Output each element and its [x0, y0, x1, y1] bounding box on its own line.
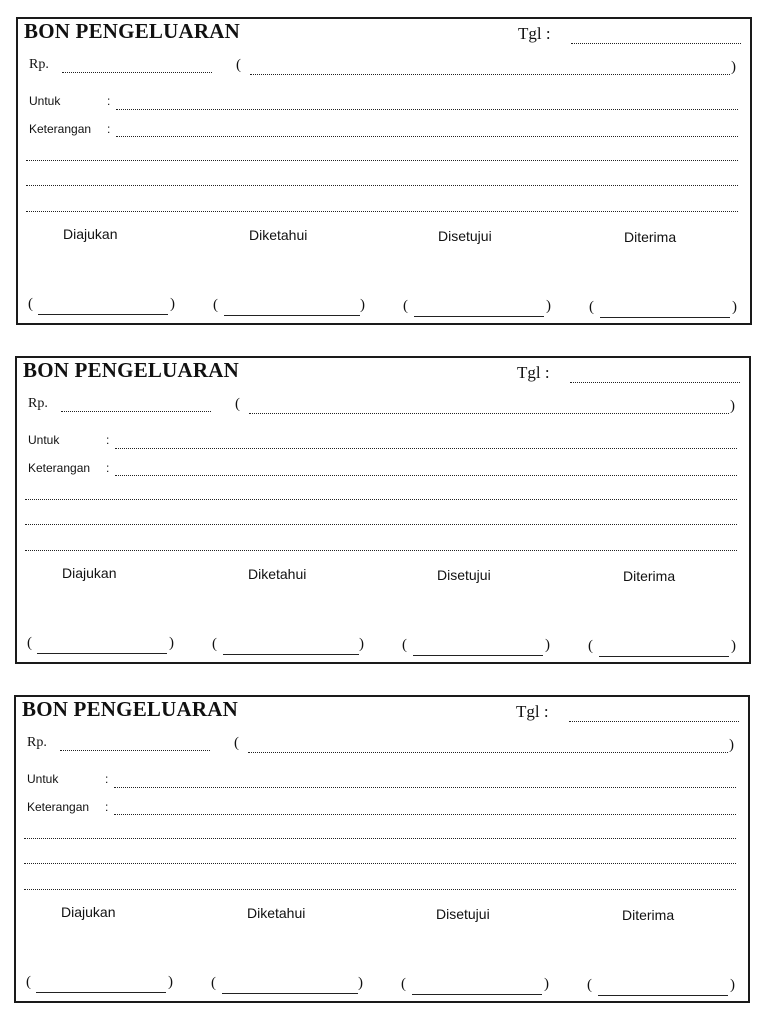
- signature-close-paren: ): [358, 975, 363, 991]
- date-field[interactable]: [570, 382, 740, 383]
- purpose-colon: :: [105, 772, 109, 786]
- notes-field-line-3[interactable]: [24, 863, 736, 864]
- signature-label-submitted: Diajukan: [63, 226, 118, 242]
- signature-label-received: Diterima: [623, 568, 676, 584]
- amount-field[interactable]: [61, 411, 211, 412]
- date-field[interactable]: [571, 43, 741, 44]
- signature-line-received[interactable]: [600, 317, 730, 318]
- signature-line-submitted[interactable]: [36, 992, 166, 993]
- purpose-field[interactable]: [114, 787, 736, 788]
- signature-open-paren: (: [28, 296, 33, 312]
- amount-words-close-paren: ): [731, 59, 736, 75]
- signature-label-acknowledged: Diketahui: [249, 227, 308, 243]
- signature-label-approved: Disetujui: [436, 906, 490, 922]
- signature-open-paren: (: [26, 974, 31, 990]
- amount-words-open-paren: (: [235, 396, 240, 412]
- amount-words-close-paren: ): [730, 398, 735, 414]
- signature-open-paren: (: [27, 635, 32, 651]
- signature-open-paren: (: [211, 975, 216, 991]
- notes-label: Keterangan: [27, 800, 90, 814]
- notes-field-line-1[interactable]: [115, 475, 737, 476]
- signature-label-acknowledged: Diketahui: [248, 566, 307, 582]
- purpose-label: Untuk: [27, 772, 59, 786]
- signature-line-received[interactable]: [599, 656, 729, 657]
- signature-close-paren: ): [546, 298, 551, 314]
- signature-close-paren: ): [170, 296, 175, 312]
- notes-field-line-2[interactable]: [24, 838, 736, 839]
- voucher-title: BON PENGELUARAN: [23, 358, 239, 382]
- signature-label-submitted: Diajukan: [61, 904, 116, 920]
- amount-in-words-field[interactable]: [249, 413, 729, 414]
- signature-close-paren: ): [545, 637, 550, 653]
- signature-line-approved[interactable]: [412, 994, 542, 995]
- notes-field-line-1[interactable]: [116, 136, 738, 137]
- date-field[interactable]: [569, 721, 739, 722]
- signature-close-paren: ): [360, 297, 365, 313]
- signature-label-approved: Disetujui: [438, 228, 492, 244]
- notes-field-line-4[interactable]: [24, 889, 736, 890]
- amount-label: Rp.: [28, 396, 48, 411]
- signature-close-paren: ): [732, 299, 737, 315]
- expense-voucher-3: [14, 695, 750, 1003]
- signature-line-acknowledged[interactable]: [224, 315, 360, 316]
- signature-line-approved[interactable]: [413, 655, 543, 656]
- notes-field-line-4[interactable]: [26, 211, 738, 212]
- signature-line-submitted[interactable]: [37, 653, 167, 654]
- signature-close-paren: ): [730, 977, 735, 993]
- amount-words-close-paren: ): [729, 737, 734, 753]
- signature-line-received[interactable]: [598, 995, 728, 996]
- signature-open-paren: (: [212, 636, 217, 652]
- notes-label: Keterangan: [29, 122, 92, 136]
- signature-open-paren: (: [587, 977, 592, 993]
- date-label: Tgl :: [518, 24, 551, 43]
- purpose-colon: :: [106, 433, 110, 447]
- purpose-label: Untuk: [29, 94, 61, 108]
- signature-line-acknowledged[interactable]: [223, 654, 359, 655]
- signature-close-paren: ): [359, 636, 364, 652]
- signature-label-acknowledged: Diketahui: [247, 905, 306, 921]
- signature-open-paren: (: [213, 297, 218, 313]
- notes-colon: :: [105, 800, 109, 814]
- amount-label: Rp.: [29, 57, 49, 72]
- notes-label: Keterangan: [28, 461, 91, 475]
- signature-line-approved[interactable]: [414, 316, 544, 317]
- voucher-title: BON PENGELUARAN: [22, 697, 238, 721]
- signature-close-paren: ): [169, 635, 174, 651]
- purpose-colon: :: [107, 94, 111, 108]
- signature-line-acknowledged[interactable]: [222, 993, 358, 994]
- purpose-field[interactable]: [115, 448, 737, 449]
- date-label: Tgl :: [517, 363, 550, 382]
- date-label: Tgl :: [516, 702, 549, 721]
- signature-open-paren: (: [402, 637, 407, 653]
- amount-in-words-field[interactable]: [248, 752, 728, 753]
- expense-voucher-1: [16, 17, 752, 325]
- signature-label-approved: Disetujui: [437, 567, 491, 583]
- notes-field-line-4[interactable]: [25, 550, 737, 551]
- notes-colon: :: [107, 122, 111, 136]
- amount-words-open-paren: (: [236, 57, 241, 73]
- purpose-label: Untuk: [28, 433, 60, 447]
- signature-close-paren: ): [731, 638, 736, 654]
- signature-line-submitted[interactable]: [38, 314, 168, 315]
- amount-words-open-paren: (: [234, 735, 239, 751]
- notes-colon: :: [106, 461, 110, 475]
- signature-open-paren: (: [403, 298, 408, 314]
- purpose-field[interactable]: [116, 109, 738, 110]
- notes-field-line-2[interactable]: [25, 499, 737, 500]
- signature-label-submitted: Diajukan: [62, 565, 117, 581]
- notes-field-line-3[interactable]: [25, 524, 737, 525]
- notes-field-line-1[interactable]: [114, 814, 736, 815]
- notes-field-line-2[interactable]: [26, 160, 738, 161]
- amount-label: Rp.: [27, 735, 47, 750]
- signature-open-paren: (: [588, 638, 593, 654]
- signature-open-paren: (: [589, 299, 594, 315]
- amount-in-words-field[interactable]: [250, 74, 730, 75]
- signature-label-received: Diterima: [622, 907, 675, 923]
- notes-field-line-3[interactable]: [26, 185, 738, 186]
- signature-label-received: Diterima: [624, 229, 677, 245]
- signature-close-paren: ): [544, 976, 549, 992]
- signature-open-paren: (: [401, 976, 406, 992]
- signature-close-paren: ): [168, 974, 173, 990]
- amount-field[interactable]: [62, 72, 212, 73]
- voucher-title: BON PENGELUARAN: [24, 19, 240, 43]
- expense-voucher-2: [15, 356, 751, 664]
- amount-field[interactable]: [60, 750, 210, 751]
